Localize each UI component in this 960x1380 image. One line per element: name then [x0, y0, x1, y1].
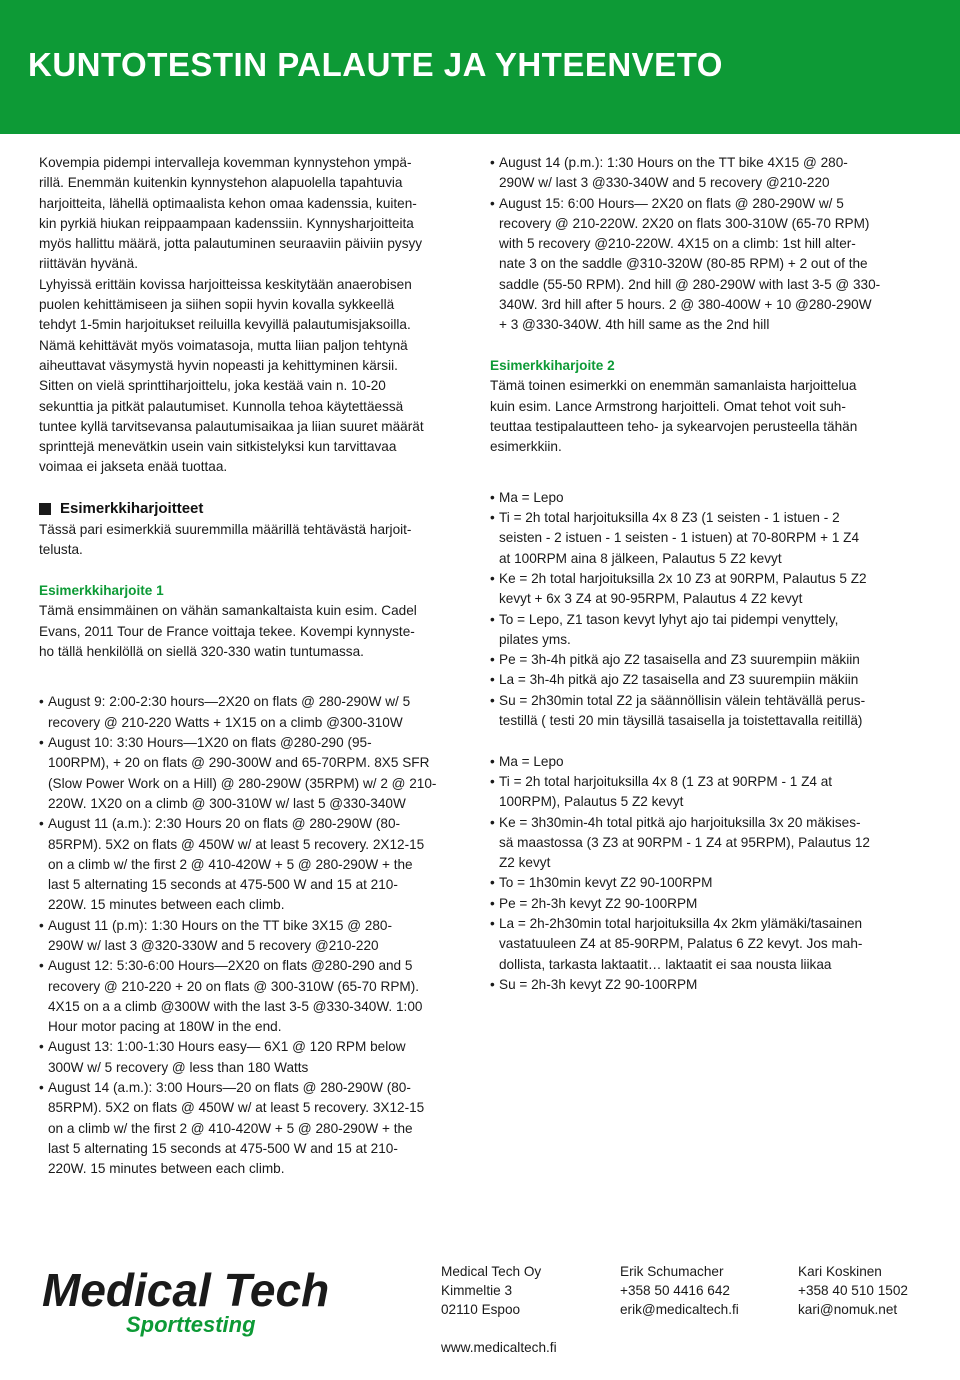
- bullet-indent: [490, 315, 499, 335]
- bullet-text-line: Ma = Lepo: [499, 753, 564, 769]
- bullet-indent: [490, 711, 499, 731]
- example1-bullet-list: [39, 692, 473, 1179]
- text-line: telusta.: [39, 542, 83, 558]
- bullet-item: [39, 956, 473, 1037]
- bullet-dot-icon: •: [490, 510, 495, 526]
- bullet-text-line: recovery @ 210-220W. 2X20 on flats 300-310W (65-70 RPM): [499, 215, 870, 231]
- bullet-dot-icon: •: [490, 895, 495, 911]
- bullet-indent: [490, 528, 499, 548]
- bullet-indent: [39, 1017, 48, 1037]
- bullet-text-line: testillä ( testi 20 min täysillä tasaisella ja toistettavalla reitillä): [499, 713, 863, 729]
- text-line: Tämä toinen esimerkki on enemmän samanlaista harjoittelua: [490, 378, 857, 394]
- bullet-indent: [39, 774, 48, 794]
- text-line: kin pyrkiä hiukan reippaampaan kadenssiin. Kynnysharjoitteita: [39, 215, 414, 231]
- company-street: Kimmeltie 3: [441, 1283, 513, 1298]
- bullet-indent: [39, 835, 48, 855]
- text-line: Tämä ensimmäinen on vähän samankaltaista kuin esim. Cadel: [39, 603, 417, 619]
- bullet-indent: [490, 214, 499, 234]
- bullet-text-line: August 14 (p.m.): 1:30 Hours on the TT bike 4X15 @ 280-: [499, 155, 848, 170]
- text-line: rillä. Enemmän kuitenkin kynnystehon alapuolella tapahtuvia: [39, 175, 403, 191]
- bullet-item: [490, 508, 922, 569]
- bullet-indent: [39, 1098, 48, 1118]
- bullet-text-line: 290W w/ last 3 @320-330W and 5 recovery @210-220: [48, 937, 379, 953]
- bullet-text-line: Su = 2h-3h kevyt Z2 90-100RPM: [499, 976, 698, 992]
- contact-email[interactable]: erik@medicaltech.fi: [620, 1302, 739, 1317]
- footer-contact-kari: [798, 1262, 908, 1319]
- bullet-text-line: 220W. 15 minutes between each climb.: [48, 1161, 285, 1177]
- bullet-text-line: 100RPM), Palautus 5 Z2 kevyt: [499, 794, 684, 810]
- bullet-text-line: 300W w/ 5 recovery @ less than 180 Watts: [48, 1059, 309, 1075]
- bullet-text-line: To = Lepo, Z1 tason kevyt lyhyt ajo tai pidempi venyttely,: [499, 611, 839, 627]
- square-bullet-icon: [39, 503, 51, 515]
- bullet-text-line: saddle (55-50 RPM). 2nd hill @ 280-290W with last 3-5 @ 330-: [499, 276, 881, 292]
- bullet-dot-icon: •: [39, 694, 44, 710]
- text-line: ho tällä henkilöllä on siellä 320-330 watin tuntumassa.: [39, 643, 364, 659]
- bullet-indent: [490, 934, 499, 954]
- bullet-indent: [490, 589, 499, 609]
- bullet-text-line: Ke = 3h30min-4h total pitkä ajo harjoituksilla 3x 20 mäkises-: [499, 814, 861, 830]
- example1-text: [39, 601, 473, 662]
- bullet-text-line: Ke = 2h total harjoituksilla 2x 10 Z3 at 90RPM, Palautus 5 Z2: [499, 570, 867, 586]
- bullet-indent: [490, 254, 499, 274]
- bullet-dot-icon: •: [490, 195, 495, 211]
- bullet-text-line: Ma = Lepo: [499, 489, 564, 505]
- bullet-text-line: August 14 (a.m.): 3:00 Hours—20 on flats @ 280-290W (80-: [48, 1080, 411, 1096]
- bullet-dot-icon: •: [490, 814, 495, 830]
- text-line: aiheuttavat väsymystä hyvin nopeasti ja kehittyminen kärsii.: [39, 357, 398, 373]
- bullet-item: [490, 691, 922, 732]
- bullet-item: [490, 569, 922, 610]
- bullet-indent: [39, 855, 48, 875]
- bullet-text-line: Hour motor pacing at 180W in the end.: [48, 1019, 282, 1035]
- bullet-item: [490, 772, 922, 813]
- bullet-text-line: 220W. 15 minutes between each climb.: [48, 897, 285, 913]
- bullet-dot-icon: •: [490, 489, 495, 505]
- bullet-text-line: August 13: 1:00-1:30 Hours easy— 6X1 @ 120 RPM below: [48, 1039, 406, 1055]
- logo-brand-text: Medical Tech: [42, 1264, 330, 1316]
- bullet-text-line: seisten - 2 istuen - 1 seisten - 1 istuen) at 70-80RPM + 1 Z4: [499, 530, 860, 546]
- bullet-text-line: on a climb w/ the first 2 @ 410-420W + 5 @ 280-290W + the: [48, 856, 413, 872]
- bullet-indent: [490, 173, 499, 193]
- week2-plan-list: [490, 752, 922, 996]
- text-line: Evans, 2011 Tour de France voittaja tekee. Kovempi kynnyste-: [39, 623, 415, 639]
- bullet-item: [490, 488, 922, 508]
- bullet-item: [490, 650, 922, 670]
- bullet-text-line: Ti = 2h total harjoituksilla 4x 8 (1 Z3 at 90RPM - 1 Z4 at: [499, 773, 833, 789]
- bullet-text-line: 290W w/ last 3 @330-340W and 5 recovery @210-220: [499, 175, 830, 191]
- bullet-text-line: August 9: 2:00-2:30 hours—2X20 on flats @ 280-290W w/ 5: [48, 694, 411, 710]
- text-line: Lyhyissä erittäin kovissa harjoitteissa keskitytään anaerobisen: [39, 276, 412, 292]
- bullet-text-line: last 5 alternating 15 seconds at 475-500 W and 15 at 210-: [48, 1140, 398, 1156]
- text-line: tuntee kyllä tarvitsevansa palautumisaikaa ja liian suuret määrät: [39, 418, 424, 434]
- bullet-dot-icon: •: [39, 735, 44, 751]
- bullet-indent: [39, 713, 48, 733]
- bullet-dot-icon: •: [39, 917, 44, 933]
- bullet-dot-icon: •: [490, 915, 495, 931]
- bullet-item: [490, 752, 922, 772]
- bullet-item: [490, 610, 922, 651]
- text-line: voimaa ei jakseta enää tuottaa.: [39, 459, 228, 475]
- contact-name: Erik Schumacher: [620, 1264, 724, 1279]
- bullet-text-line: August 10: 3:30 Hours—1X20 on flats @280-290 (95-: [48, 735, 372, 751]
- section-text: [39, 520, 473, 561]
- bullet-item: [490, 813, 922, 874]
- bullet-indent: [490, 234, 499, 254]
- bullet-indent: [490, 549, 499, 569]
- title-banner: [0, 0, 960, 134]
- bullet-item: [39, 916, 473, 957]
- bullet-dot-icon: •: [39, 958, 44, 974]
- bullet-text-line: Pe = 3h-4h pitkä ajo Z2 tasaisella and Z3 suurempiin mäkiin: [499, 652, 860, 668]
- bullet-text-line: Su = 2h30min total Z2 ja säännöllisin välein tehtävällä perus-: [499, 692, 866, 708]
- bullet-indent: [39, 1119, 48, 1139]
- bullet-indent: [490, 295, 499, 315]
- bullet-item: [490, 975, 922, 995]
- bullet-dot-icon: •: [490, 875, 495, 891]
- bullet-indent: [39, 875, 48, 895]
- bullet-text-line: (Slow Power Work on a Hill) @ 280-290W (35RPM) w/ 2 @ 210-: [48, 775, 437, 791]
- bullet-item: [39, 1037, 473, 1078]
- bullet-item: [490, 914, 922, 975]
- bullet-text-line: August 15: 6:00 Hours— 2X20 on flats @ 280-290W w/ 5: [499, 195, 844, 211]
- bullet-indent: [39, 997, 48, 1017]
- text-line: Kovempia pidempi intervalleja kovemman kynnystehon ympä-: [39, 155, 412, 170]
- intro-text: [39, 153, 473, 478]
- bullet-text-line: August 12: 5:30-6:00 Hours—2X20 on flats @280-290 and 5: [48, 958, 413, 974]
- bullet-item: [39, 692, 473, 733]
- bullet-dot-icon: •: [490, 692, 495, 708]
- bullet-text-line: nate 3 on the saddle @310-320W (80-85 RPM) + 2 out of the: [499, 256, 868, 272]
- bullet-dot-icon: •: [39, 816, 44, 832]
- bullet-dot-icon: •: [39, 1039, 44, 1055]
- bullet-item: [39, 814, 473, 915]
- footer-company: [441, 1262, 557, 1357]
- bullet-text-line: dollista, tarkasta laktaatit… laktaatit ei saa nousta liikaa: [499, 956, 832, 972]
- bullet-dot-icon: •: [490, 652, 495, 668]
- bullet-text-line: vastatuuleen Z4 at 85-90RPM, Palatus 6 Z2 kevyt. Jos mah-: [499, 936, 863, 952]
- bullet-text-line: 85RPM). 5X2 on flats @ 450W w/ at least 5 recovery. 2X12-15: [48, 836, 425, 852]
- text-line: Nämä kehittävät myös voimatasoja, mutta liian paljon tehtynä: [39, 337, 408, 353]
- bullet-indent: [490, 955, 499, 975]
- text-line: kuin esim. Lance Armstrong harjoitteli. Omat tehot voit suh-: [490, 398, 846, 414]
- text-line: sekunttia ja pitkät palautumiset. Kunnolla tehoa käytettäessä: [39, 398, 404, 414]
- bullet-text-line: recovery @ 210-220 Watts + 1X15 on a climb @300-310W: [48, 714, 403, 730]
- week1-plan-list: [490, 488, 922, 732]
- bullet-text-line: August 11 (p.m): 1:30 Hours on the TT bike 3X15 @ 280-: [48, 917, 393, 933]
- bullet-text-line: August 11 (a.m.): 2:30 Hours 20 on flats @ 280-290W (80-: [48, 816, 401, 832]
- bullet-text-line: Pe = 2h-3h kevyt Z2 90-100RPM: [499, 895, 698, 911]
- bullet-text-line: 85RPM). 5X2 on flats @ 450W w/ at least 5 recovery. 3X12-15: [48, 1100, 425, 1116]
- medical-tech-logo: [40, 1258, 340, 1342]
- bullet-dot-icon: •: [490, 570, 495, 586]
- bullet-indent: [490, 630, 499, 650]
- bullet-item: [490, 194, 922, 336]
- bullet-text-line: La = 2h-2h30min total harjoituksilla 4x 2km ylämäki/tasainen: [499, 915, 863, 931]
- contact-name: Kari Koskinen: [798, 1264, 882, 1279]
- section-heading: [39, 498, 473, 520]
- bullet-indent: [39, 895, 48, 915]
- section-heading-label: Esimerkkiharjoitteet: [60, 500, 204, 518]
- bullet-indent: [490, 833, 499, 853]
- bullet-indent: [39, 1159, 48, 1179]
- text-line: tehdyt 1-5min harjoitukset reiluilla kevyillä palautumisjaksoilla.: [39, 317, 411, 333]
- bullet-item: [490, 894, 922, 914]
- bullet-text-line: pilates yms.: [499, 631, 571, 647]
- bullet-text-line: 340W. 3rd hill after 5 hours. 2 @ 380-400W + 10 @280-290W: [499, 297, 872, 313]
- bullet-dot-icon: •: [490, 155, 495, 170]
- bullet-text-line: 4X15 on a a climb @300W with the last 3-5 @330-340W. 1:00: [48, 998, 423, 1014]
- bullet-text-line: Z2 kevyt: [499, 855, 551, 871]
- text-line: myös hallittu määrä, jotta palautuminen seuraaviin päiviin pysyy: [39, 236, 423, 252]
- text-line: Tässä pari esimerkkiä suuremmilla määrillä tehtävästä harjoit-: [39, 522, 412, 538]
- text-line: puolen kehittämiseen ja siihen sopii hyvin kovalla sykkeellä: [39, 297, 395, 313]
- right-column: [490, 153, 922, 995]
- text-line: Sitten on vielä sprinttiharjoittelu, joka kestää vain n. 10-20: [39, 378, 386, 394]
- bullet-text-line: last 5 alternating 15 seconds at 475-500 W and 15 at 210-: [48, 877, 398, 893]
- bullet-text-line: recovery @ 210-220 + 20 on flats @ 300-310W (65-70 RPM).: [48, 978, 420, 994]
- text-line: sprinttejä menevätkin usein vain sitkistelyksi kun tarvittavaa: [39, 439, 397, 455]
- company-name: Medical Tech Oy: [441, 1264, 542, 1279]
- bullet-item: [490, 153, 922, 194]
- bullet-text-line: 220W. 1X20 on a climb @ 300-310W w/ last 5 @330-340W: [48, 795, 406, 811]
- bullet-text-line: sä maastossa (3 Z3 at 90RPM - 1 Z4 at 95RPM), Palautus 12: [499, 834, 870, 850]
- bullet-indent: [39, 977, 48, 997]
- text-line: teuttaa testipalautteen teho- ja sykearvojen perusteella tähän: [490, 418, 858, 434]
- bullet-indent: [39, 936, 48, 956]
- text-line: riittävän hyvänä.: [39, 256, 138, 272]
- bullet-indent: [490, 853, 499, 873]
- logo-tagline-text: Sporttesting: [126, 1312, 256, 1337]
- bullet-text-line: + 3 @330-340W. 4th hill same as the 2nd hill: [499, 317, 770, 333]
- bullet-dot-icon: •: [490, 773, 495, 789]
- bullet-indent: [39, 1139, 48, 1159]
- bullet-item: [39, 733, 473, 814]
- bullet-text-line: with 5 recovery @210-220W. 4X15 on a climb: 1st hill alter-: [499, 236, 856, 252]
- company-city: 02110 Espoo: [441, 1302, 521, 1317]
- bullet-indent: [490, 792, 499, 812]
- bullet-indent: [39, 794, 48, 814]
- bullet-indent: [490, 275, 499, 295]
- bullet-dot-icon: •: [490, 976, 495, 992]
- contact-email[interactable]: kari@nomuk.net: [798, 1302, 898, 1317]
- contact-phone: +358 50 4416 642: [620, 1283, 730, 1298]
- footer-contact-erik: [620, 1262, 739, 1319]
- bullet-dot-icon: •: [490, 672, 495, 688]
- bullet-item: [490, 670, 922, 690]
- bullet-indent: [39, 753, 48, 773]
- bullet-text-line: To = 1h30min kevyt Z2 90-100RPM: [499, 875, 713, 891]
- page-title: KUNTOTESTIN PALAUTE JA YHTEENVETO: [28, 46, 723, 83]
- bullet-dot-icon: •: [39, 1080, 44, 1096]
- bullet-text-line: at 100RPM aina 8 jälkeen, Palautus 5 Z2 kevyt: [499, 550, 782, 566]
- bullet-text-line: kevyt + 6x 3 Z4 at 90-95RPM, Palautus 4 Z2 kevyt: [499, 591, 803, 607]
- bullet-dot-icon: •: [490, 611, 495, 627]
- website-link[interactable]: www.medicaltech.fi: [441, 1340, 557, 1355]
- bullet-item: [39, 1078, 473, 1179]
- bullet-indent: [39, 1058, 48, 1078]
- text-line: harjoitteita, lähellä optimaalista kehon omaa kadenssia, kuiten-: [39, 195, 417, 211]
- contact-phone: +358 40 510 1502: [798, 1283, 908, 1298]
- text-line: esimerkkiin.: [490, 439, 562, 455]
- bullet-item: [490, 873, 922, 893]
- bullet-dot-icon: •: [490, 753, 495, 769]
- bullet-text-line: La = 3h-4h pitkä ajo Z2 tasaisella and Z3 suurempiin mäkiin: [499, 672, 859, 688]
- left-column: [39, 153, 473, 1180]
- bullet-text-line: on a climb w/ the first 2 @ 410-420W + 5 @ 280-290W + the: [48, 1120, 413, 1136]
- example2-heading: Esimerkkiharjoite 2: [490, 357, 615, 373]
- example1-bullet-list-continued: [490, 153, 922, 336]
- example2-text: [490, 376, 922, 457]
- bullet-text-line: Ti = 2h total harjoituksilla 4x 8 Z3 (1 seisten - 1 istuen - 2: [499, 510, 840, 526]
- bullet-text-line: 100RPM), + 20 on flats @ 290-300W and 65-70RPM. 8X5 SFR: [48, 755, 430, 771]
- example1-heading: Esimerkkiharjoite 1: [39, 582, 164, 598]
